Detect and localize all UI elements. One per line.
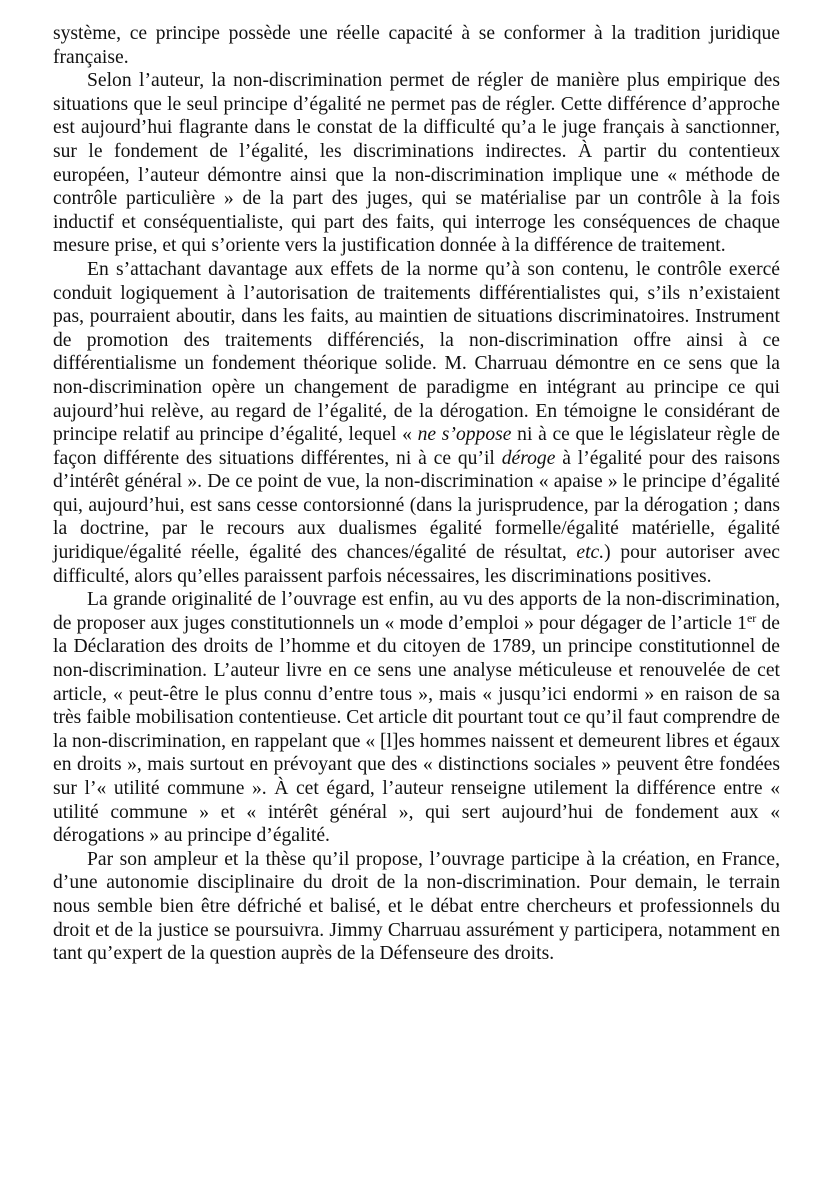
paragraph-4-text-b: de la Déclaration des droits de l’homme et du citoyen de 1789, un principe constitutionnel de non-discrimination. L’auteur livre en ce sens une analyse méticuleuse et renouvelée de cet article, « peut-être le plus connu d’entre tous », mais « jusqu’ici endormi » en raison de sa très faible mobilisation contentieuse. Cet article dit pourtant tout ce qu’il faut comprendre de la non-discrimination, en rappelant que « [l]es hommes naissent et demeurent libres et égaux en droits », mais surtout en prévoyant que des « distinctions sociales » peuvent être fondées sur l’« utilité commune ». À cet égard, l’auteur renseigne utilement la différence entre « utilité commune » et « intérêt général », qui sert aujourd’hui de fondement aux « dérogations » au principe d’égalité. xyxy=(53,612,780,847)
paragraph-5-text: Par son ampleur et la thèse qu’il propose, l’ouvrage participe à la création, en France, d’une autonomie disciplinaire du droit de la non-discrimination. Pour demain, le terrain nous semble bien être défriché et balisé, et le débat entre chercheurs et professionnels du droit et de la justice se poursuivra. Jimmy Charruau assurément y participera, notamment en tant qu’expert de la question auprès de la Défenseure des droits. xyxy=(53,848,780,965)
paragraph-3-italic-etc: etc. xyxy=(576,542,605,564)
paragraph-3-italic-deroge: déroge xyxy=(501,447,556,469)
paragraph-4-text-a: La grande originalité de l’ouvrage est enfin, au vu des apports de la non-discrimination, de proposer aux juges constitutionnels un « mode d’emploi » pour dégager de l’article 1 xyxy=(53,589,780,634)
paragraph-2-text: Selon l’auteur, la non-discrimination permet de régler de manière plus empirique des situations que le seul principe d’égalité ne permet pas de régler. Cette différence d’approche est aujourd’hui flagrante dans le constat de la difficulté qu’a le juge français à sanctionner, sur le fondement de l’égalité, les discriminations indirectes. À partir du contentieux européen, l’auteur démontre ainsi que la non-discrimination implique une « méthode de contrôle particulière » de la part des juges, qui se matérialise par un contrôle à la fois inductif et conséquentialiste, qui part des faits, qui interroge les conséquences de chaque mesure prise, et qui s’oriente vers la justification donnée à la différence de traitement. xyxy=(53,70,780,257)
paragraph-3-text-c: à l’égalité pour des raisons d’intérêt général ». De ce point de vue, la non-discrimination « apaise » le principe d’égalité qui, aujourd’hui, est sans cesse contorsionné (dans la jurisprudence, par la dérogation ; dans la doctrine, par le recours aux dualismes égalité formelle/égalité matérielle, égalité juridique/égalité réelle, égalité des chances/égalité de résultat, xyxy=(53,447,780,564)
paragraph-4 xyxy=(53,588,780,848)
paragraph-3-text-d: ) pour autoriser avec difficulté, alors qu’elles paraissent parfois nécessaires, les discriminations positives. xyxy=(53,542,780,587)
document-page xyxy=(53,22,780,966)
paragraph-4-superscript-er: er xyxy=(746,610,757,625)
paragraph-3-text-b: ni à ce que le législateur règle de façon différente des situations différentes, ni à ce qu’il xyxy=(53,424,780,469)
paragraph-1-text: système, ce principe possède une réelle capacité à se conformer à la tradition juridique française. xyxy=(53,23,780,68)
paragraph-1 xyxy=(53,22,780,69)
paragraph-2 xyxy=(53,69,780,258)
paragraph-3 xyxy=(53,258,780,588)
paragraph-3-italic-ne-s-oppose: ne s’oppose xyxy=(417,424,512,446)
paragraph-3-text-a: En s’attachant davantage aux effets de la norme qu’à son contenu, le contrôle exercé conduit logiquement à l’autorisation de traitements différentialistes qui, s’ils n’existaient pas, pourraient aboutir, dans les faits, au maintien de situations discriminatoires. Instrument de promotion des traitements différenciés, la non-discrimination offre ainsi à ce différentialisme un fondement théorique solide. M. Charruau démontre en ce sens que la non-discrimination opère un changement de paradigme en intégrant au principe ce qui aujourd’hui relève, au regard de l’égalité, de la dérogation. En témoigne le considérant de principe relatif au principe d’égalité, lequel « xyxy=(53,258,780,446)
paragraph-5 xyxy=(53,848,780,966)
